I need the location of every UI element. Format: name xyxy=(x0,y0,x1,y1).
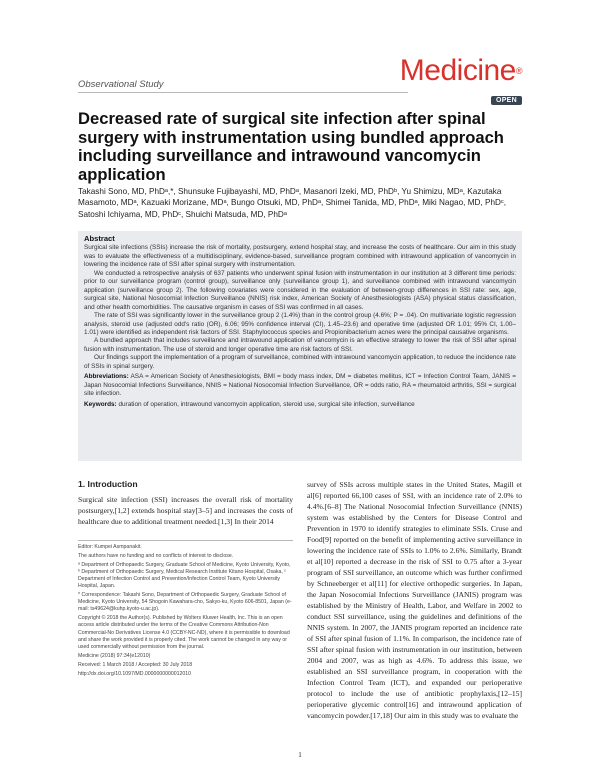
abstract-box xyxy=(78,231,522,461)
citation: Medicine (2018) 97:34(e12010) xyxy=(78,652,151,659)
doi-link[interactable]: http://dx.doi.org/10.1097/MD.0000000000012010 xyxy=(78,670,192,677)
abstract-paragraph: Surgical site infections (SSIs) increase the risk of mortality, postsurgery, extend hospital stay, and increase the costs of healthcare. Our aim in this study was to evaluate the effectiveness of a multidisciplinary, evidence-based, surveillance program combined with intrawound application of vancomycin in lowering the incidence rate of SSI after spinal surgery with instrumentation. xyxy=(84,244,516,269)
keywords xyxy=(84,401,516,409)
abbreviations-label: Abbreviations: xyxy=(84,373,129,381)
page-number: 1 xyxy=(298,751,302,759)
section-type-label: Observational Study xyxy=(78,79,164,90)
intro-paragraph-left: Surgical site infection (SSI) increases the overall risk of mortality postsurgery,[1,2] extends hospital stay[3–5] and increases the costs of healthcare due to additional treatment needed.[1,3] In their 2014 xyxy=(78,495,293,526)
abbreviations-text: ASA = American Society of Anesthesiologists, BMI = body mass index, DM = diabetes mellitus, ICT = Infection Control Team, JANIS = Japan Nosocomial Infections Surveillance, NNIS = National Nosocomial Infection Surveillance, OR = odds ratio, RA = rheumatoid arthritis, SSI = surgical site infection. xyxy=(84,373,516,398)
author-list: Takashi Sono, MD, PhDᵃ,*, Shunsuke Fujibayashi, MD, PhDᵃ, Masanori Izeki, MD, PhDᵇ, Yu Shimizu, MDᵃ, Kazutaka Masamoto, MDᵃ, Kazuaki Morizane, MDᵃ, Bungo Otsuki, MD, PhDᵃ, Shimei Tanida, MD, PhDᵃ, Miki Nagao, MD, PhDᶜ, Satoshi Ichiyama, MD, PhDᶜ, Shuichi Matsuda, MD, PhDᵃ xyxy=(78,187,507,219)
registered-mark: ® xyxy=(515,66,522,76)
left-column xyxy=(78,479,293,527)
abbreviations xyxy=(84,373,516,398)
abstract-paragraph: The rate of SSI was significantly lower in the surveillance group 2 (1.4%) than in the control group (4.6%; P = .04). On multivariate logistic regression analysis, steroid use (adjusted odd's ratio (OR), 6.06; 95% confidence interval (CI), 1.45–23.6) and operative time (adjusted OR 1.01; 95% CI, 1.00–1.01) were identified as independent risk factors of SSI. Staphylococcus species and Propionibacterium acnes were the principal causative organisms. xyxy=(84,312,516,336)
funding-note: The authors have no funding and no conflicts of interest to disclose. xyxy=(78,553,234,560)
keywords-label: Keywords: xyxy=(84,400,117,408)
editor-note: Editor: Kumpei Asmpanakit. xyxy=(78,544,142,550)
footnote-rule xyxy=(78,540,293,541)
section-heading-introduction: 1. Introduction xyxy=(78,479,138,489)
open-access-badge: OPEN xyxy=(491,96,522,105)
intro-paragraph-right: survey of SSIs across multiple states in the United States, Magill et al[6] reported 66,100 cases of SSI, with an incidence rate of 2.0% to 4.4%.[6–8] The National Nosocomial Infection Surveillance (NNIS) system was established by the Centers for Disease Control and Prevention in 1970 to identify strategies to eliminate SSIs. Cruse and Food[9] reported on the benefit of implementing active surveillance in lowering the incidence rate of SSIs to 1.0% to 2.6%. Similarly, Brandt et al[10] reported a decrease in the risk of SSI to 0.75 after a 3-year program of SSI surveillance, an outcome which was further confirmed by Schneeberger et al[11] for elective orthopedic surgeries. In Japan, the Japan Nosocomial Infections Surveillance (JANIS) program was established by the Ministry of Health, Labor, and Welfare in 2002 to conduct SSI surveillance, using the guidelines and definitions of the NNIS system. In 2007, the JANIS program reported an incidence rate of SSI after spinal fusion of 1.1%. In comparison, the incidence rate of SSI after spinal fusion with instrumentation in our institution, between 2004 and 2007, was as high as 4.6%. To address this issue, we established an SSI surveillance program, in cooperation with the Infection Control Team (ICT), and expanded our perioperative protocol to include the use of antibiotic prophylaxis,[12–15] perioperative glycemic control[16] and intrawound application of vancomycin powder.[17,18] Our aim in this study was to evaluate the xyxy=(307,480,522,720)
copyright: Copyright © 2018 the Author(s). Published by Wolters Kluwer Health, Inc. This is an open access article distributed under the terms of the Creative Commons Attribution-Non Commercial-No Derivatives License 4.0 (CCBY-NC-ND), where it is permissible to download and share the work provided it is properly cited. The work cannot be changed in any way or used commercially without permission from the journal. xyxy=(78,615,290,650)
correspondence: * Correspondence: Takashi Sono, Department of Orthopaedic Surgery, Graduate School of Medicine, Kyoto University, 54 Shogoin Kawahara-cho, Sakyo-ku, Kyoto 606-8501, Japan (e-mail: ts49624@kuhp.kyoto-u.ac.jp). xyxy=(78,592,292,613)
abstract-paragraph: We conducted a retrospective analysis of 637 patients who underwent spinal fusion with instrumentation in our institution at 3 different time periods: prior to our surveillance program (control group), surveillance only (surveillance group 1), and surveillance combined with intrawound vancomycin application (surveillance group 2). The following covariates were considered in the evaluation of between-group differences in SSI rate: sex, age, surgical site, National Nosocomial Infection Surveillance (NNIS) risk index, American Society of Anesthesiologists (ASA) physical status classification, and other health comorbidities. The causative organism in cases of SSI was confirmed in all cases. xyxy=(84,269,516,311)
logo-text: Medicine xyxy=(399,54,516,87)
abstract-paragraph: Our findings support the implementation of a program of surveillance, combined with intrawound vancomycin application, to reduce the incidence rate of SSIs in spinal surgery. xyxy=(84,354,516,370)
journal-logo xyxy=(400,56,522,86)
article-title: Decreased rate of surgical site infection after spinal surgery with instrumentation using bundled approach including surveillance and intrawound vancomycin application xyxy=(78,109,504,184)
abstract-paragraph: A bundled approach that includes surveillance and intrawound application of vancomycin is an effective strategy to lower the risk of SSI after spinal fusion with instrumentation. The use of steroid and longer operative time are risk factors of SSI. xyxy=(84,337,516,353)
footnotes xyxy=(78,544,293,680)
header-rule xyxy=(78,92,408,93)
received-accepted-dates: Received: 1 March 2018 / Accepted: 30 July 2018 xyxy=(78,661,193,668)
keywords-text: duration of operation, intrawound vancomycin application, steroid use, surgical site infection, surveillance xyxy=(118,400,415,408)
abstract-heading: Abstract xyxy=(84,234,115,243)
affiliations: ᵃ Department of Orthopaedic Surgery, Graduate School of Medicine, Kyoto University, Kyoto, ᵇ Department of Orthopaedic Surgery, Medical Research Institute Kitano Hospital, Osaka, ᶜ Department of Infection Control and Prevention/Infection Control Team, Kyoto University Hospital, Japan. xyxy=(78,562,291,590)
right-column xyxy=(307,479,522,721)
